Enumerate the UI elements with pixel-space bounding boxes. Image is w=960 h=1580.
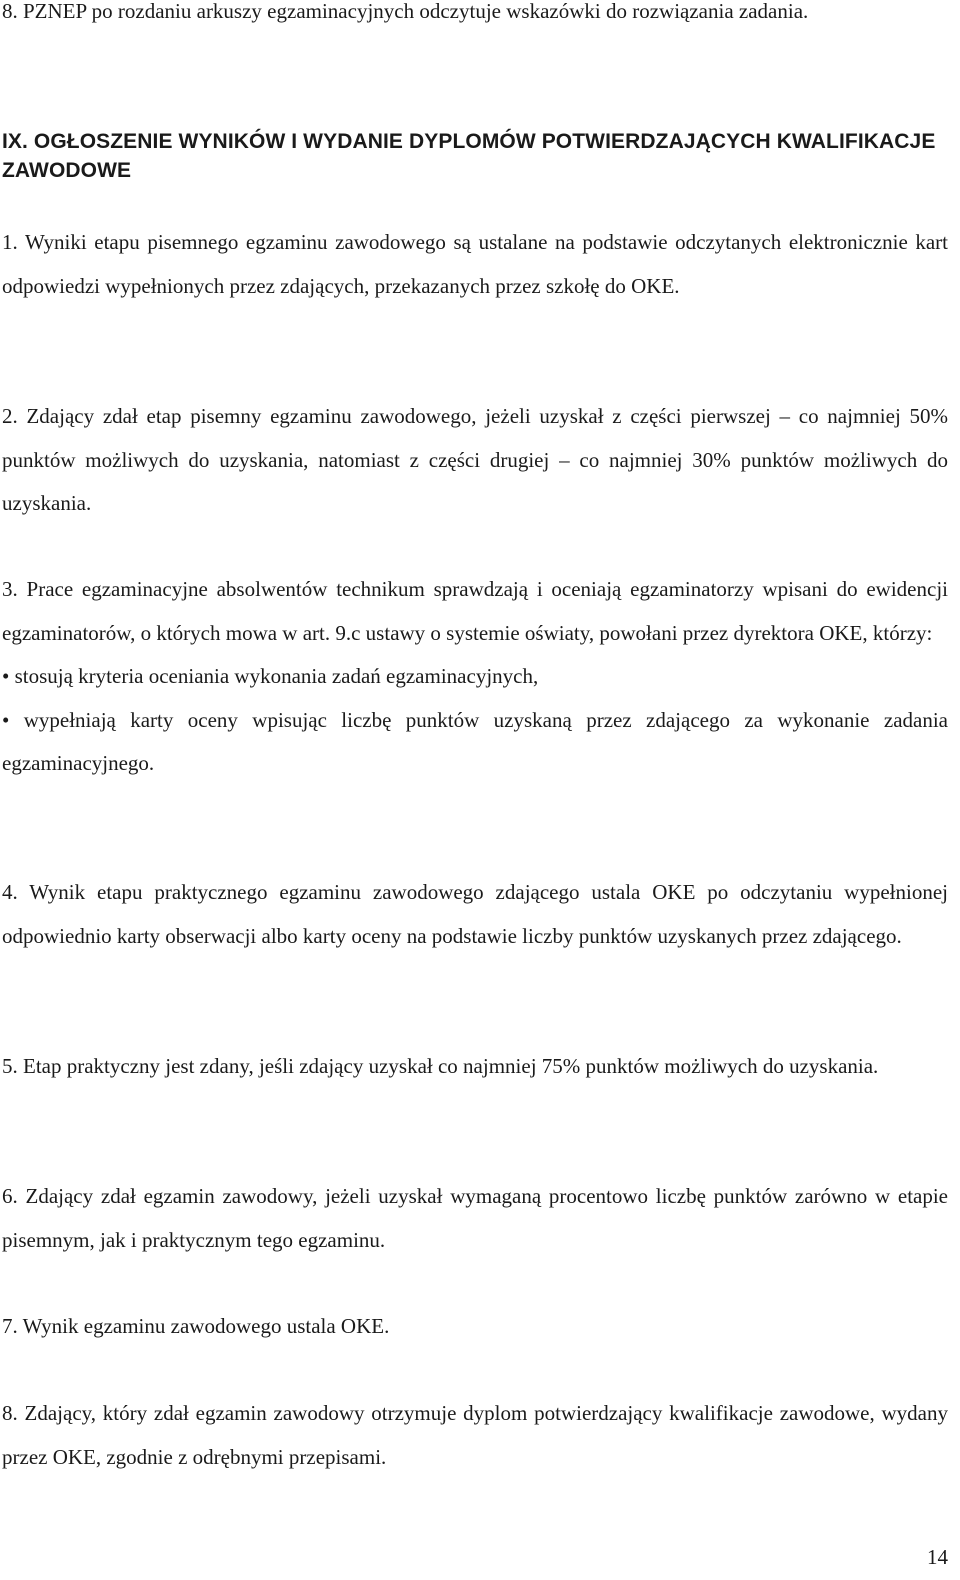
paragraph-3-block (2, 568, 948, 786)
paragraph-2: 2. Zdający zdał etap pisemny egzaminu zawodowego, jeżeli uzyskał z części pierwszej – co najmniej 50% punktów możliwych do uzyskania, natomiast z części drugiej – co najmniej 30% punktów możliwych do uzyskania. (2, 404, 948, 515)
paragraph-1: 1. Wyniki etapu pisemnego egzaminu zawodowego są ustalane na podstawie odczytanych elektronicznie kart odpowiedzi wypełnionych przez zdających, przekazanych przez szkołę do OKE. (2, 230, 948, 298)
paragraph-5: 5. Etap praktyczny jest zdany, jeśli zdający uzyskał co najmniej 75% punktów możliwych do uzyskania. (2, 1054, 879, 1078)
bullet-item-2: • wypełniają karty oceny wpisując liczbę punktów uzyskaną przez zdającego za wykonanie zadania egzaminacyjnego. (2, 707, 948, 775)
item-8-intro: 8. PZNEP po rozdaniu arkuszy egzaminacyjnych odczytuje wskazówki do rozwiązania zadania. (2, 0, 809, 23)
paragraph-8: 8. Zdający, który zdał egzamin zawodowy otrzymuje dyplom potwierdzający kwalifikacje zawodowe, wydany przez OKE, zgodnie z odrębnymi przepisami. (2, 1401, 948, 1469)
paragraph-6: 6. Zdający zdał egzamin zawodowy, jeżeli uzyskał wymaganą procentowo liczbę punktów zarówno w etapie pisemnym, jak i praktycznym tego egzaminu. (2, 1184, 948, 1252)
paragraph-7: 7. Wynik egzaminu zawodowego ustala OKE. (2, 1314, 390, 1338)
section-heading: IX. OGŁOSZENIE WYNIKÓW I WYDANIE DYPLOMÓW POTWIERDZAJĄCYCH KWALIFIKACJE ZAWODOWE (2, 130, 936, 182)
bullet-item-1: • stosują kryteria oceniania wykonania zadań egzaminacyjnych, (2, 664, 539, 688)
paragraph-3: 3. Prace egzaminacyjne absolwentów technikum sprawdzają i oceniają egzaminatorzy wpisani do ewidencji egzaminatorów, o których mowa w art. 9.c ustawy o systemie oświaty, powołani przez dyrektora OKE, którzy: (2, 577, 948, 645)
paragraph-4: 4. Wynik etapu praktycznego egzaminu zawodowego zdającego ustala OKE po odczytaniu wypełnionej odpowiednio karty obserwacji albo karty oceny na podstawie liczby punktów uzyskanych przez zdającego. (2, 880, 948, 948)
page-number: 14 (927, 1545, 948, 1569)
